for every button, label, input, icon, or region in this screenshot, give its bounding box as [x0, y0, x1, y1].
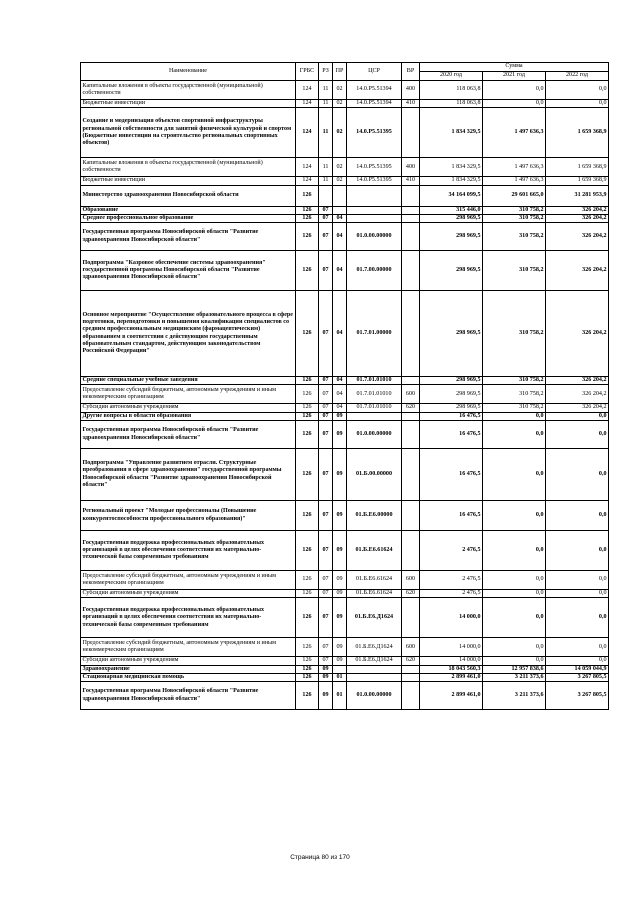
cell-2020: 315 446,0 — [420, 206, 483, 214]
cell-2021: 0,0 — [483, 501, 546, 531]
cell-2020: 16 476,5 — [420, 412, 483, 420]
cell-csr: 01.Б.Е6.Д1624 — [347, 657, 402, 665]
cell-rz: 09 — [319, 673, 333, 681]
cell-vr: 400 — [402, 158, 420, 177]
table-row — [81, 158, 609, 177]
cell-csr — [347, 214, 402, 222]
cell-name: Субсидии автономным учреждениям — [81, 404, 296, 412]
cell-rz: 07 — [319, 251, 333, 291]
table-row — [81, 177, 609, 185]
cell-rz: 11 — [319, 108, 333, 158]
cell-pr: 09 — [333, 571, 347, 590]
cell-vr: 620 — [402, 590, 420, 598]
cell-rz: 11 — [319, 177, 333, 185]
budget-table — [80, 62, 609, 710]
cell-grbs: 126 — [296, 449, 319, 501]
cell-name: Создание и модернизация объектов спортивной инфраструктуры региональной собственности для занятий физической культурой и спортом (Бюджетные инвестиции на строительство региональных спортивных объектов) — [81, 108, 296, 158]
budget-table-sheet — [80, 62, 608, 710]
cell-rz — [319, 185, 333, 206]
cell-csr: 01.0.00.00000 — [347, 682, 402, 710]
cell-2021: 0,0 — [483, 421, 546, 449]
cell-grbs: 126 — [296, 214, 319, 222]
cell-vr — [402, 377, 420, 385]
cell-pr: 02 — [333, 177, 347, 185]
cell-vr — [402, 251, 420, 291]
cell-2020: 298 969,5 — [420, 404, 483, 412]
cell-2022: 14 059 044,9 — [546, 665, 609, 673]
cell-rz: 07 — [319, 571, 333, 590]
cell-csr: 14.0.P5.51395 — [347, 158, 402, 177]
header-grbs: ГРБС — [296, 63, 319, 81]
header-name: Наименование — [81, 63, 296, 81]
table-row — [81, 501, 609, 531]
cell-csr — [347, 665, 402, 673]
cell-name: Подпрограмма "Управление развитием отрасли. Структурные преобразования в сфере здравоохранения" государственной программы Новосибирской области "Развитие здравоохранения Новосибирской области" — [81, 449, 296, 501]
header-sum: Сумма — [420, 63, 609, 72]
cell-vr: 600 — [402, 385, 420, 404]
cell-2020: 298 969,5 — [420, 214, 483, 222]
cell-pr: 02 — [333, 108, 347, 158]
cell-2022: 0,0 — [546, 421, 609, 449]
cell-name: Бюджетные инвестиции — [81, 100, 296, 108]
cell-2020: 298 969,5 — [420, 385, 483, 404]
cell-grbs: 126 — [296, 385, 319, 404]
cell-rz: 07 — [319, 598, 333, 638]
cell-2020: 2 476,5 — [420, 531, 483, 571]
cell-2020: 16 476,5 — [420, 421, 483, 449]
cell-name: Предоставление субсидий бюджетным, автономным учреждениям и иным некоммерческим организациям — [81, 638, 296, 657]
cell-rz: 07 — [319, 638, 333, 657]
cell-2021: 0,0 — [483, 100, 546, 108]
cell-rz: 11 — [319, 100, 333, 108]
cell-csr: 01.Б.Е6.Д1624 — [347, 638, 402, 657]
table-row — [81, 638, 609, 657]
cell-name: Бюджетные инвестиции — [81, 177, 296, 185]
cell-vr — [402, 673, 420, 681]
cell-2020: 298 969,5 — [420, 223, 483, 251]
cell-vr — [402, 412, 420, 420]
cell-pr: 02 — [333, 158, 347, 177]
cell-2022: 1 659 368,9 — [546, 177, 609, 185]
cell-2020: 298 969,5 — [420, 377, 483, 385]
cell-2020: 298 969,5 — [420, 291, 483, 377]
cell-rz: 07 — [319, 590, 333, 598]
cell-2022: 326 204,2 — [546, 404, 609, 412]
cell-pr: 09 — [333, 657, 347, 665]
cell-2020: 298 969,5 — [420, 251, 483, 291]
cell-rz: 07 — [319, 449, 333, 501]
cell-csr: 14.0.P5.51395 — [347, 177, 402, 185]
cell-2020: 1 834 329,5 — [420, 158, 483, 177]
cell-pr: 09 — [333, 531, 347, 571]
cell-vr: 600 — [402, 571, 420, 590]
cell-vr — [402, 449, 420, 501]
cell-2020: 2 476,5 — [420, 590, 483, 598]
table-row — [81, 108, 609, 158]
cell-name: Государственная поддержка профессиональных образовательных организаций в целях обеспечения соответствия их материально-технической базы современным требованиям — [81, 598, 296, 638]
cell-csr: 01.Б.Е6.61624 — [347, 571, 402, 590]
cell-name: Капитальные вложения в объекты государственной (муниципальной) собственности — [81, 81, 296, 100]
cell-vr — [402, 421, 420, 449]
cell-pr — [333, 206, 347, 214]
cell-name: Капитальные вложения в объекты государственной (муниципальной) собственности — [81, 158, 296, 177]
cell-pr: 02 — [333, 81, 347, 100]
cell-2022: 3 267 805,5 — [546, 673, 609, 681]
header-csr: ЦСР — [347, 63, 402, 81]
table-body — [81, 81, 609, 710]
cell-name: Субсидии автономным учреждениям — [81, 657, 296, 665]
cell-2020: 14 000,0 — [420, 638, 483, 657]
cell-rz: 07 — [319, 421, 333, 449]
cell-rz: 07 — [319, 657, 333, 665]
cell-2020: 2 476,5 — [420, 571, 483, 590]
table-row — [81, 571, 609, 590]
cell-vr: 410 — [402, 100, 420, 108]
cell-grbs: 126 — [296, 421, 319, 449]
cell-vr — [402, 682, 420, 710]
cell-rz: 07 — [319, 377, 333, 385]
cell-2020: 2 899 461,0 — [420, 682, 483, 710]
cell-csr: 14.0.P5.51395 — [347, 108, 402, 158]
table-row — [81, 385, 609, 404]
cell-2020: 14 000,0 — [420, 598, 483, 638]
cell-2021: 0,0 — [483, 571, 546, 590]
cell-grbs: 126 — [296, 223, 319, 251]
cell-pr: 04 — [333, 251, 347, 291]
cell-2022: 0,0 — [546, 531, 609, 571]
cell-vr: 410 — [402, 177, 420, 185]
table-row — [81, 449, 609, 501]
cell-2020: 16 476,5 — [420, 501, 483, 531]
cell-name: Предоставление субсидий бюджетным, автономным учреждениям и иным некоммерческим организациям — [81, 385, 296, 404]
cell-pr: 04 — [333, 223, 347, 251]
cell-grbs: 126 — [296, 501, 319, 531]
cell-grbs: 126 — [296, 638, 319, 657]
cell-2021: 1 497 636,3 — [483, 158, 546, 177]
cell-pr: 01 — [333, 673, 347, 681]
cell-name: Основное мероприятие "Осуществление образовательного процесса в сфере подготовки, переподготовки и повышения квалификации специалистов со средним профессиональным медицинским (фармацевтическим) образованием в соответствии с действующим государственным образовательным стандартом, действующим законодательством Российской Федерации" — [81, 291, 296, 377]
cell-2020: 34 164 099,5 — [420, 185, 483, 206]
cell-rz: 07 — [319, 531, 333, 571]
cell-vr — [402, 185, 420, 206]
cell-csr: 01.0.00.00000 — [347, 421, 402, 449]
cell-2022: 326 204,2 — [546, 214, 609, 222]
cell-2022: 0,0 — [546, 412, 609, 420]
cell-2021: 3 211 373,6 — [483, 673, 546, 681]
cell-2021: 310 758,2 — [483, 206, 546, 214]
cell-2021: 310 758,2 — [483, 385, 546, 404]
table-row — [81, 206, 609, 214]
cell-pr: 01 — [333, 682, 347, 710]
table-row — [81, 185, 609, 206]
cell-csr: 01.0.00.00000 — [347, 223, 402, 251]
cell-name: Региональный проект "Молодые профессионалы (Повышение конкурентоспособности профессионального образования)" — [81, 501, 296, 531]
table-row — [81, 404, 609, 412]
cell-2022: 0,0 — [546, 598, 609, 638]
cell-2021: 0,0 — [483, 590, 546, 598]
cell-2022: 0,0 — [546, 638, 609, 657]
cell-2021: 310 758,2 — [483, 404, 546, 412]
cell-2021: 310 758,2 — [483, 291, 546, 377]
cell-2020: 118 063,8 — [420, 81, 483, 100]
cell-2021: 0,0 — [483, 638, 546, 657]
cell-vr — [402, 291, 420, 377]
cell-rz: 09 — [319, 665, 333, 673]
cell-csr: 01.Б.Е6.Д1624 — [347, 598, 402, 638]
cell-grbs: 126 — [296, 682, 319, 710]
cell-2021: 310 758,2 — [483, 223, 546, 251]
table-row — [81, 531, 609, 571]
cell-name: Государственная программа Новосибирской области "Развитие здравоохранения Новосибирской области" — [81, 421, 296, 449]
cell-2022: 0,0 — [546, 449, 609, 501]
cell-csr — [347, 673, 402, 681]
cell-2021: 3 211 373,6 — [483, 682, 546, 710]
cell-2021: 310 758,2 — [483, 214, 546, 222]
cell-rz: 07 — [319, 223, 333, 251]
table-row — [81, 81, 609, 100]
cell-2022: 0,0 — [546, 81, 609, 100]
cell-2022: 31 281 953,9 — [546, 185, 609, 206]
header-year-2020: 2020 год — [420, 72, 483, 81]
cell-grbs: 124 — [296, 81, 319, 100]
cell-csr: 01.7.01.01010 — [347, 377, 402, 385]
cell-grbs: 124 — [296, 108, 319, 158]
cell-grbs: 126 — [296, 185, 319, 206]
cell-pr: 09 — [333, 501, 347, 531]
cell-csr: 01.7.00.00000 — [347, 251, 402, 291]
cell-2020: 16 476,5 — [420, 449, 483, 501]
table-row — [81, 598, 609, 638]
table-row — [81, 673, 609, 681]
table-row — [81, 214, 609, 222]
cell-grbs: 124 — [296, 177, 319, 185]
cell-2022: 0,0 — [546, 100, 609, 108]
cell-2022: 0,0 — [546, 571, 609, 590]
cell-pr: 09 — [333, 598, 347, 638]
cell-rz: 07 — [319, 206, 333, 214]
cell-pr: 04 — [333, 385, 347, 404]
cell-rz: 11 — [319, 158, 333, 177]
cell-2022: 0,0 — [546, 657, 609, 665]
table-row — [81, 665, 609, 673]
page-number: Страница 80 из 170 — [290, 854, 350, 861]
cell-2020: 18 043 560,3 — [420, 665, 483, 673]
table-row — [81, 251, 609, 291]
cell-grbs: 126 — [296, 531, 319, 571]
table-row — [81, 223, 609, 251]
cell-csr: 01.Б.Е6.61624 — [347, 590, 402, 598]
cell-2021: 12 957 838,6 — [483, 665, 546, 673]
table-row — [81, 100, 609, 108]
cell-vr — [402, 223, 420, 251]
cell-grbs: 126 — [296, 665, 319, 673]
cell-grbs: 126 — [296, 657, 319, 665]
cell-vr — [402, 598, 420, 638]
cell-rz: 07 — [319, 385, 333, 404]
cell-csr: 14.0.P5.51394 — [347, 100, 402, 108]
cell-rz: 07 — [319, 501, 333, 531]
cell-grbs: 126 — [296, 377, 319, 385]
cell-grbs: 126 — [296, 291, 319, 377]
cell-grbs: 126 — [296, 412, 319, 420]
header-rz: РЗ — [319, 63, 333, 81]
cell-2020: 118 063,8 — [420, 100, 483, 108]
cell-csr — [347, 412, 402, 420]
cell-name: Среднее профессиональное образование — [81, 214, 296, 222]
cell-2021: 0,0 — [483, 449, 546, 501]
cell-2022: 326 204,2 — [546, 206, 609, 214]
cell-vr: 620 — [402, 657, 420, 665]
cell-rz: 07 — [319, 291, 333, 377]
cell-2021: 310 758,2 — [483, 251, 546, 291]
cell-2020: 1 834 329,5 — [420, 177, 483, 185]
cell-2021: 1 497 636,3 — [483, 177, 546, 185]
cell-csr — [347, 185, 402, 206]
cell-name: Министерство здравоохранения Новосибирской области — [81, 185, 296, 206]
cell-grbs: 126 — [296, 404, 319, 412]
cell-rz: 07 — [319, 214, 333, 222]
header-year-2022: 2022 год — [546, 72, 609, 81]
cell-vr — [402, 214, 420, 222]
cell-2022: 0,0 — [546, 590, 609, 598]
cell-2021: 0,0 — [483, 531, 546, 571]
cell-name: Образование — [81, 206, 296, 214]
cell-vr: 400 — [402, 81, 420, 100]
cell-name: Другие вопросы в области образования — [81, 412, 296, 420]
cell-2022: 3 267 805,5 — [546, 682, 609, 710]
cell-pr: 09 — [333, 449, 347, 501]
cell-2022: 1 659 368,9 — [546, 108, 609, 158]
cell-name: Государственная программа Новосибирской области "Развитие здравоохранения Новосибирской области" — [81, 682, 296, 710]
cell-name: Средние специальные учебные заведения — [81, 377, 296, 385]
cell-csr: 01.Б.Е6.00000 — [347, 501, 402, 531]
cell-2022: 1 659 368,9 — [546, 158, 609, 177]
cell-vr — [402, 206, 420, 214]
cell-pr: 09 — [333, 412, 347, 420]
cell-name: Предоставление субсидий бюджетным, автономным учреждениям и иным некоммерческим организациям — [81, 571, 296, 590]
cell-vr — [402, 665, 420, 673]
cell-2021: 0,0 — [483, 412, 546, 420]
cell-vr — [402, 108, 420, 158]
cell-name: Подпрограмма "Казровое обеспечение системы здравоохранения" государственной программы Новосибирской области "Развитие здравоохранения Новосибирской области" — [81, 251, 296, 291]
cell-grbs: 126 — [296, 598, 319, 638]
cell-name: Государственная программа Новосибирской области "Развитие здравоохранения Новосибирской области" — [81, 223, 296, 251]
table-row — [81, 377, 609, 385]
cell-grbs: 126 — [296, 251, 319, 291]
cell-2022: 326 204,2 — [546, 223, 609, 251]
cell-2022: 0,0 — [546, 501, 609, 531]
cell-pr: 04 — [333, 377, 347, 385]
cell-2020: 2 899 461,0 — [420, 673, 483, 681]
cell-2022: 326 204,2 — [546, 291, 609, 377]
cell-grbs: 126 — [296, 673, 319, 681]
cell-csr: 01.7.01.01010 — [347, 385, 402, 404]
cell-name: Стационарная медицинская помощь — [81, 673, 296, 681]
cell-2021: 0,0 — [483, 81, 546, 100]
cell-2022: 326 204,2 — [546, 251, 609, 291]
cell-csr — [347, 206, 402, 214]
cell-vr — [402, 531, 420, 571]
cell-csr: 01.Б.Е6.61624 — [347, 531, 402, 571]
cell-2020: 1 834 329,5 — [420, 108, 483, 158]
cell-2021: 310 758,2 — [483, 377, 546, 385]
cell-2022: 326 204,2 — [546, 385, 609, 404]
table-row — [81, 657, 609, 665]
cell-pr: 02 — [333, 100, 347, 108]
cell-rz: 11 — [319, 81, 333, 100]
cell-pr: 04 — [333, 404, 347, 412]
cell-csr: 01.7.01.01010 — [347, 404, 402, 412]
cell-vr: 600 — [402, 638, 420, 657]
cell-grbs: 124 — [296, 158, 319, 177]
cell-grbs: 126 — [296, 571, 319, 590]
cell-2022: 326 204,2 — [546, 377, 609, 385]
table-row — [81, 590, 609, 598]
cell-grbs: 126 — [296, 590, 319, 598]
cell-pr: 09 — [333, 590, 347, 598]
cell-pr — [333, 185, 347, 206]
cell-pr — [333, 665, 347, 673]
cell-csr: 01.7.01.00000 — [347, 291, 402, 377]
header-vr: ВР — [402, 63, 420, 81]
cell-pr: 04 — [333, 214, 347, 222]
cell-rz: 07 — [319, 404, 333, 412]
table-row — [81, 421, 609, 449]
table-row — [81, 682, 609, 710]
cell-grbs: 124 — [296, 100, 319, 108]
cell-vr: 620 — [402, 404, 420, 412]
cell-pr: 04 — [333, 291, 347, 377]
table-row — [81, 412, 609, 420]
cell-name: Государственная поддержка профессиональных образовательных организаций в целях обеспечения соответствия их материально-технической базы современным требованиям — [81, 531, 296, 571]
cell-2021: 29 601 665,0 — [483, 185, 546, 206]
cell-rz: 09 — [319, 682, 333, 710]
cell-pr: 09 — [333, 638, 347, 657]
cell-vr — [402, 501, 420, 531]
cell-2021: 1 497 636,3 — [483, 108, 546, 158]
cell-pr: 09 — [333, 421, 347, 449]
cell-name: Здравоохранение — [81, 665, 296, 673]
cell-grbs: 126 — [296, 206, 319, 214]
header-pr: ПР — [333, 63, 347, 81]
cell-name: Субсидии автономным учреждениям — [81, 590, 296, 598]
cell-2020: 14 000,0 — [420, 657, 483, 665]
cell-2021: 0,0 — [483, 657, 546, 665]
table-row — [81, 291, 609, 377]
cell-csr: 14.0.P5.51394 — [347, 81, 402, 100]
cell-rz: 07 — [319, 412, 333, 420]
cell-2021: 0,0 — [483, 598, 546, 638]
cell-csr: 01.Б.00.00000 — [347, 449, 402, 501]
header-year-2021: 2021 год — [483, 72, 546, 81]
